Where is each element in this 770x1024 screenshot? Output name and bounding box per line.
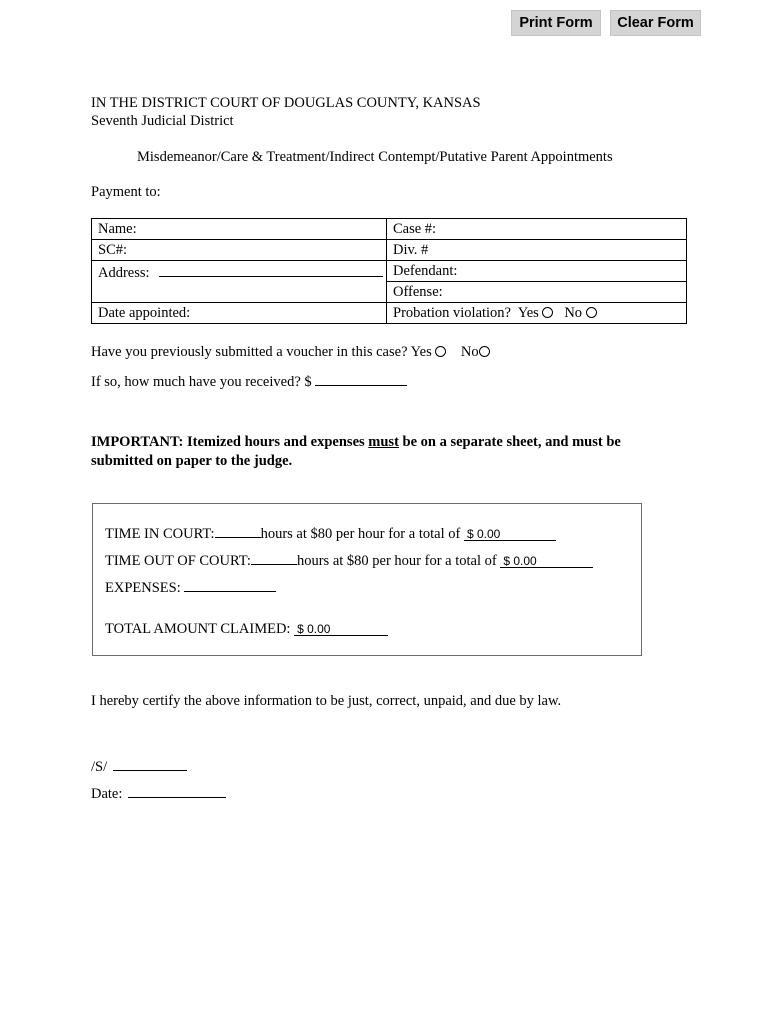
payment-info-table: [91, 218, 687, 324]
case-cell[interactable]: [387, 219, 687, 240]
address-label: Address:: [98, 264, 150, 281]
time-out-total-field[interactable]: $ 0.00: [500, 554, 593, 568]
time-out-hours-field[interactable]: [251, 551, 297, 565]
signature-label: /S/: [91, 759, 108, 775]
time-in-court-row: [105, 524, 556, 542]
address-cell: [92, 261, 387, 282]
voucher-no-label: No: [460, 344, 479, 360]
div-cell[interactable]: [387, 240, 687, 261]
voucher-question: Have you previously submitted a voucher in this case?: [91, 344, 408, 360]
form-subtitle: Misdemeanor/Care & Treatment/Indirect Contempt/Putative Parent Appointments: [137, 149, 613, 165]
important-must: must: [368, 434, 399, 450]
date-field[interactable]: [128, 784, 226, 798]
certification-text: I hereby certify the above information to be just, correct, unpaid, and due by law.: [91, 693, 562, 709]
time-in-label: TIME IN COURT:: [105, 526, 215, 542]
address-continued-cell[interactable]: [92, 282, 387, 303]
probation-no-label: No: [564, 304, 583, 321]
time-in-total-field[interactable]: $ 0.00: [464, 527, 556, 541]
expenses-row: [105, 578, 276, 596]
expenses-label: EXPENSES:: [105, 580, 181, 596]
probation-no-radio[interactable]: [586, 307, 597, 318]
probation-yes-label: Yes: [517, 304, 539, 321]
defendant-cell[interactable]: [387, 261, 687, 282]
probation-label: Probation violation?: [393, 304, 511, 321]
offense-label: Offense:: [393, 283, 443, 300]
time-out-label: TIME OUT OF COURT:: [105, 553, 251, 569]
important-lead: IMPORTANT: Itemized hours and expenses: [91, 434, 369, 450]
payment-to-label: Payment to:: [91, 184, 161, 200]
important-notice: [91, 433, 671, 471]
date-label: Date:: [91, 786, 123, 802]
received-row: [91, 372, 407, 390]
voucher-no-radio[interactable]: [479, 346, 490, 357]
total-claimed-row: [105, 622, 388, 637]
signature-field[interactable]: [113, 757, 187, 771]
important-rest: be on a separate sheet, and must be submitted on paper to the judge.: [91, 434, 621, 469]
print-form-button[interactable]: Print Form: [511, 10, 601, 36]
sc-cell[interactable]: [92, 240, 387, 261]
received-amount-field[interactable]: [315, 372, 407, 386]
time-out-court-row: [105, 551, 593, 569]
received-label: If so, how much have you received? $: [91, 374, 312, 390]
date-appointed-label: Date appointed:: [98, 304, 191, 321]
district-heading: Seventh Judicial District: [91, 113, 234, 129]
time-in-rate: hours at $80 per hour for a total of: [260, 526, 461, 542]
offense-cell[interactable]: [387, 282, 687, 303]
time-in-hours-field[interactable]: [215, 524, 261, 538]
probation-yes-radio[interactable]: [542, 307, 553, 318]
time-out-rate: hours at $80 per hour for a total of: [296, 553, 497, 569]
clear-form-button[interactable]: Clear Form: [610, 10, 701, 36]
date-row: [91, 784, 226, 802]
court-heading: IN THE DISTRICT COURT OF DOUGLAS COUNTY, KANSAS: [91, 95, 481, 111]
sc-label: SC#:: [98, 241, 128, 258]
defendant-label: Defendant:: [393, 262, 458, 279]
total-claimed-field[interactable]: $ 0.00: [294, 622, 388, 636]
voucher-yes-label: Yes: [410, 344, 432, 360]
voucher-question-row: [91, 345, 490, 360]
address-field[interactable]: [159, 263, 383, 277]
total-claimed-label: TOTAL AMOUNT CLAIMED:: [105, 621, 291, 637]
div-label: Div. #: [393, 241, 429, 258]
expenses-field[interactable]: [184, 578, 276, 592]
voucher-yes-radio[interactable]: [435, 346, 446, 357]
date-appointed-cell[interactable]: [92, 303, 387, 324]
probation-cell: [387, 303, 687, 324]
case-label: Case #:: [393, 220, 437, 237]
name-label: Name:: [98, 220, 137, 237]
signature-row: [91, 757, 187, 775]
name-cell[interactable]: [92, 219, 387, 240]
